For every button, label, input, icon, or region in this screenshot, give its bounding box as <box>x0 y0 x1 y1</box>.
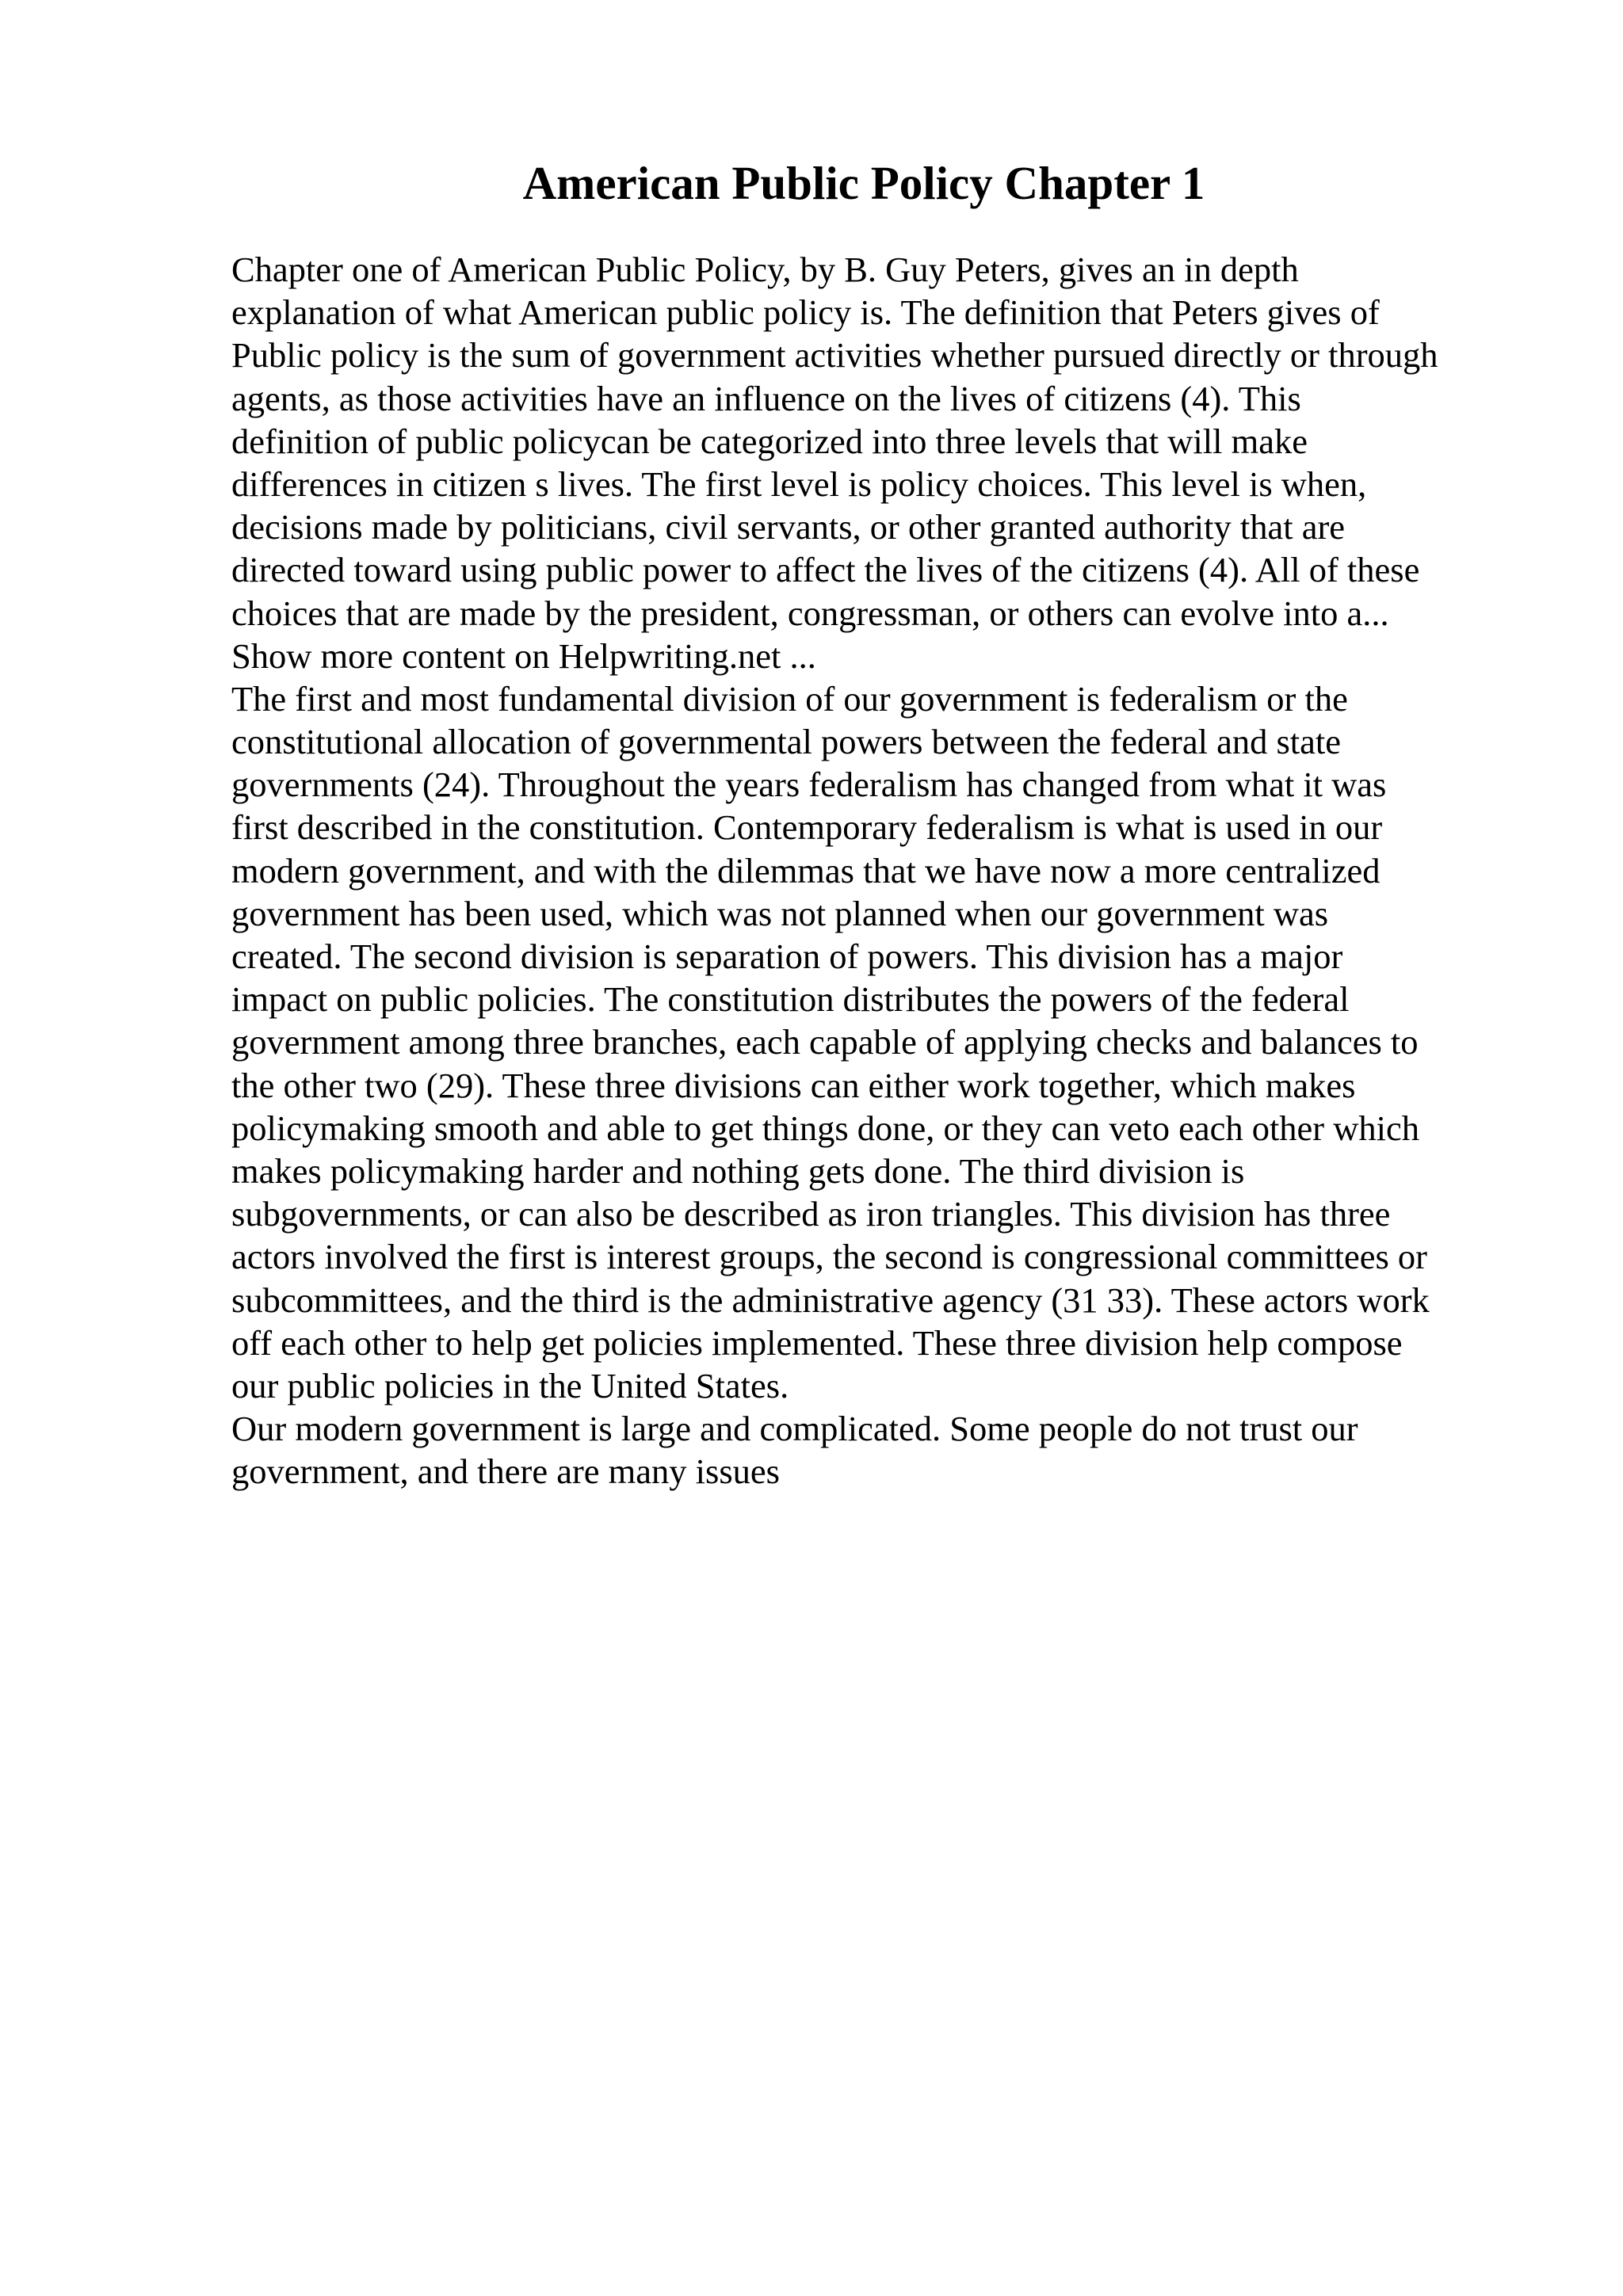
body-line: decisions made by politicians, civil servants, or other granted authority that are <box>231 507 1346 547</box>
body-line: makes policymaking harder and nothing gets done. The third division is <box>231 1150 1245 1191</box>
body-line: the other two (29). These three divisions can either work together, which makes <box>231 1065 1356 1105</box>
document-body <box>231 248 1515 1493</box>
body-line: constitutional allocation of governmental powers between the federal and state <box>231 722 1342 762</box>
body-line: impact on public policies. The constitution distributes the powers of the federal <box>231 979 1350 1020</box>
body-line: governments (24). Throughout the years federalism has changed from what it was <box>231 765 1387 805</box>
show-more-link[interactable]: Show more content on Helpwriting.net ... <box>231 635 816 676</box>
body-line: policymaking smooth and able to get things done, or they can veto each other which <box>231 1108 1420 1148</box>
body-line: first described in the constitution. Contemporary federalism is what is used in our <box>231 807 1383 848</box>
body-line: directed toward using public power to affect the lives of the citizens (4). All of these <box>231 550 1420 590</box>
body-line: modern government, and with the dilemmas that we have now a more centralized <box>231 850 1381 891</box>
body-line: government has been used, which was not planned when our government was <box>231 893 1329 933</box>
body-line: government among three branches, each capable of applying checks and balances to <box>231 1022 1419 1062</box>
body-line: subgovernments, or can also be described as iron triangles. This division has three <box>231 1194 1391 1234</box>
body-line: Chapter one of American Public Policy, by B. Guy Peters, gives an in depth <box>231 250 1299 289</box>
body-line: created. The second division is separation of powers. This division has a major <box>231 936 1343 976</box>
body-line: definition of public policycan be categorized into three levels that will make <box>231 421 1308 461</box>
body-line: explanation of what American public policy is. The definition that Peters gives of <box>231 292 1380 333</box>
body-line: government, and there are many issues <box>231 1451 780 1492</box>
body-line: Our modern government is large and complicated. Some people do not trust our <box>231 1409 1358 1449</box>
body-line: Public policy is the sum of government activities whether pursued directly or through <box>231 335 1438 376</box>
body-line: The first and most fundamental division of our government is federalism or the <box>231 678 1348 719</box>
body-line: off each other to help get policies implemented. These three division help compose <box>231 1322 1403 1363</box>
body-line: agents, as those activities have an influence on the lives of citizens (4). This <box>231 378 1301 418</box>
body-line: actors involved the first is interest groups, the second is congressional committees or <box>231 1237 1427 1277</box>
document-title: American Public Policy Chapter 1 <box>522 157 1205 209</box>
body-line: subcommittees, and the third is the administrative agency (31 33). These actors work <box>231 1280 1430 1320</box>
body-line: differences in citizen s lives. The first level is policy choices. This level is when, <box>231 463 1367 504</box>
body-line: our public policies in the United States. <box>231 1365 789 1405</box>
body-line: choices that are made by the president, congressman, or others can evolve into a... <box>231 593 1389 633</box>
